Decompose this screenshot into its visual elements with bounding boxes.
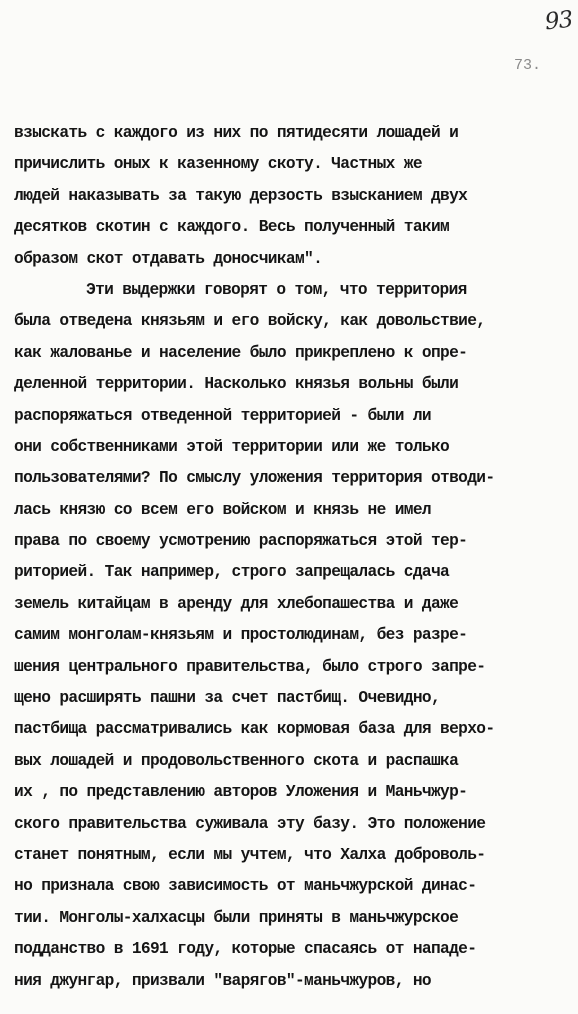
archive-page-number: 93 (543, 6, 574, 36)
text-line: самим монголам-князьям и простолюдинам, без разре- (14, 626, 468, 645)
text-line: деленной территории. Насколько князья вольны были (14, 375, 459, 394)
text-line: взыскать с каждого из них по пятидесяти лошадей и (14, 124, 459, 142)
text-line: людей наказывать за такую дерзость взысканием двух (14, 186, 468, 205)
text-line: земель китайцам в аренду для хлебопашества и даже (14, 594, 459, 613)
text-line: десятков скотин с каждого. Весь полученный таким (14, 218, 450, 237)
text-line: они собственниками этой территории или же только (14, 437, 450, 456)
text-line: права по своему усмотрению распоряжаться этой тер- (14, 532, 468, 551)
text-line: пользователями? По смыслу уложения территория отводи- (14, 469, 495, 488)
body-text (14, 118, 576, 997)
text-line: вых лошадей и продовольственного скота и распашка (14, 751, 459, 770)
text-line: ния джунгар, призвали "варягов"-маньчжуров, но (14, 971, 431, 990)
text-line: щено расширять пашни за счет пастбищ. Очевидно, (14, 689, 441, 708)
text-line: но признала свою зависимость от маньчжурской динас- (14, 877, 477, 896)
text-line: Эти выдержки говорят о том, что территория (86, 280, 467, 299)
text-line: их , по представлению авторов Уложения и Маньчжур- (14, 783, 468, 802)
text-line: шения центрального правительства, было строго запре- (14, 657, 486, 676)
text-line: риторией. Так например, строго запрещалась сдача (14, 563, 450, 582)
text-line: ского правительства суживала эту базу. Это положение (14, 814, 486, 833)
text-line: была отведена князьям и его войску, как довольствие, (14, 312, 486, 331)
text-line: причислить оных к казенному скоту. Частных же (14, 155, 422, 174)
text-line: распоряжаться отведенной территорией - были ли (14, 406, 431, 425)
typed-page-number: 73. (514, 57, 542, 74)
text-line: лась князю со всем его войском и князь не имел (14, 500, 431, 519)
text-line: подданство в 1691 году, которые спасаясь от нападе- (14, 940, 477, 959)
text-line: как жалованье и население было прикреплено к опре- (14, 343, 468, 362)
text-line: пастбища рассматривались как кормовая база для верхо- (14, 720, 495, 739)
text-line: станет понятным, если мы учтем, что Халха доброволь- (14, 845, 486, 864)
text-line: тии. Монголы-халхасцы были приняты в маньчжурское (14, 908, 459, 927)
text-line: образом скот отдавать доносчикам". (14, 249, 323, 268)
